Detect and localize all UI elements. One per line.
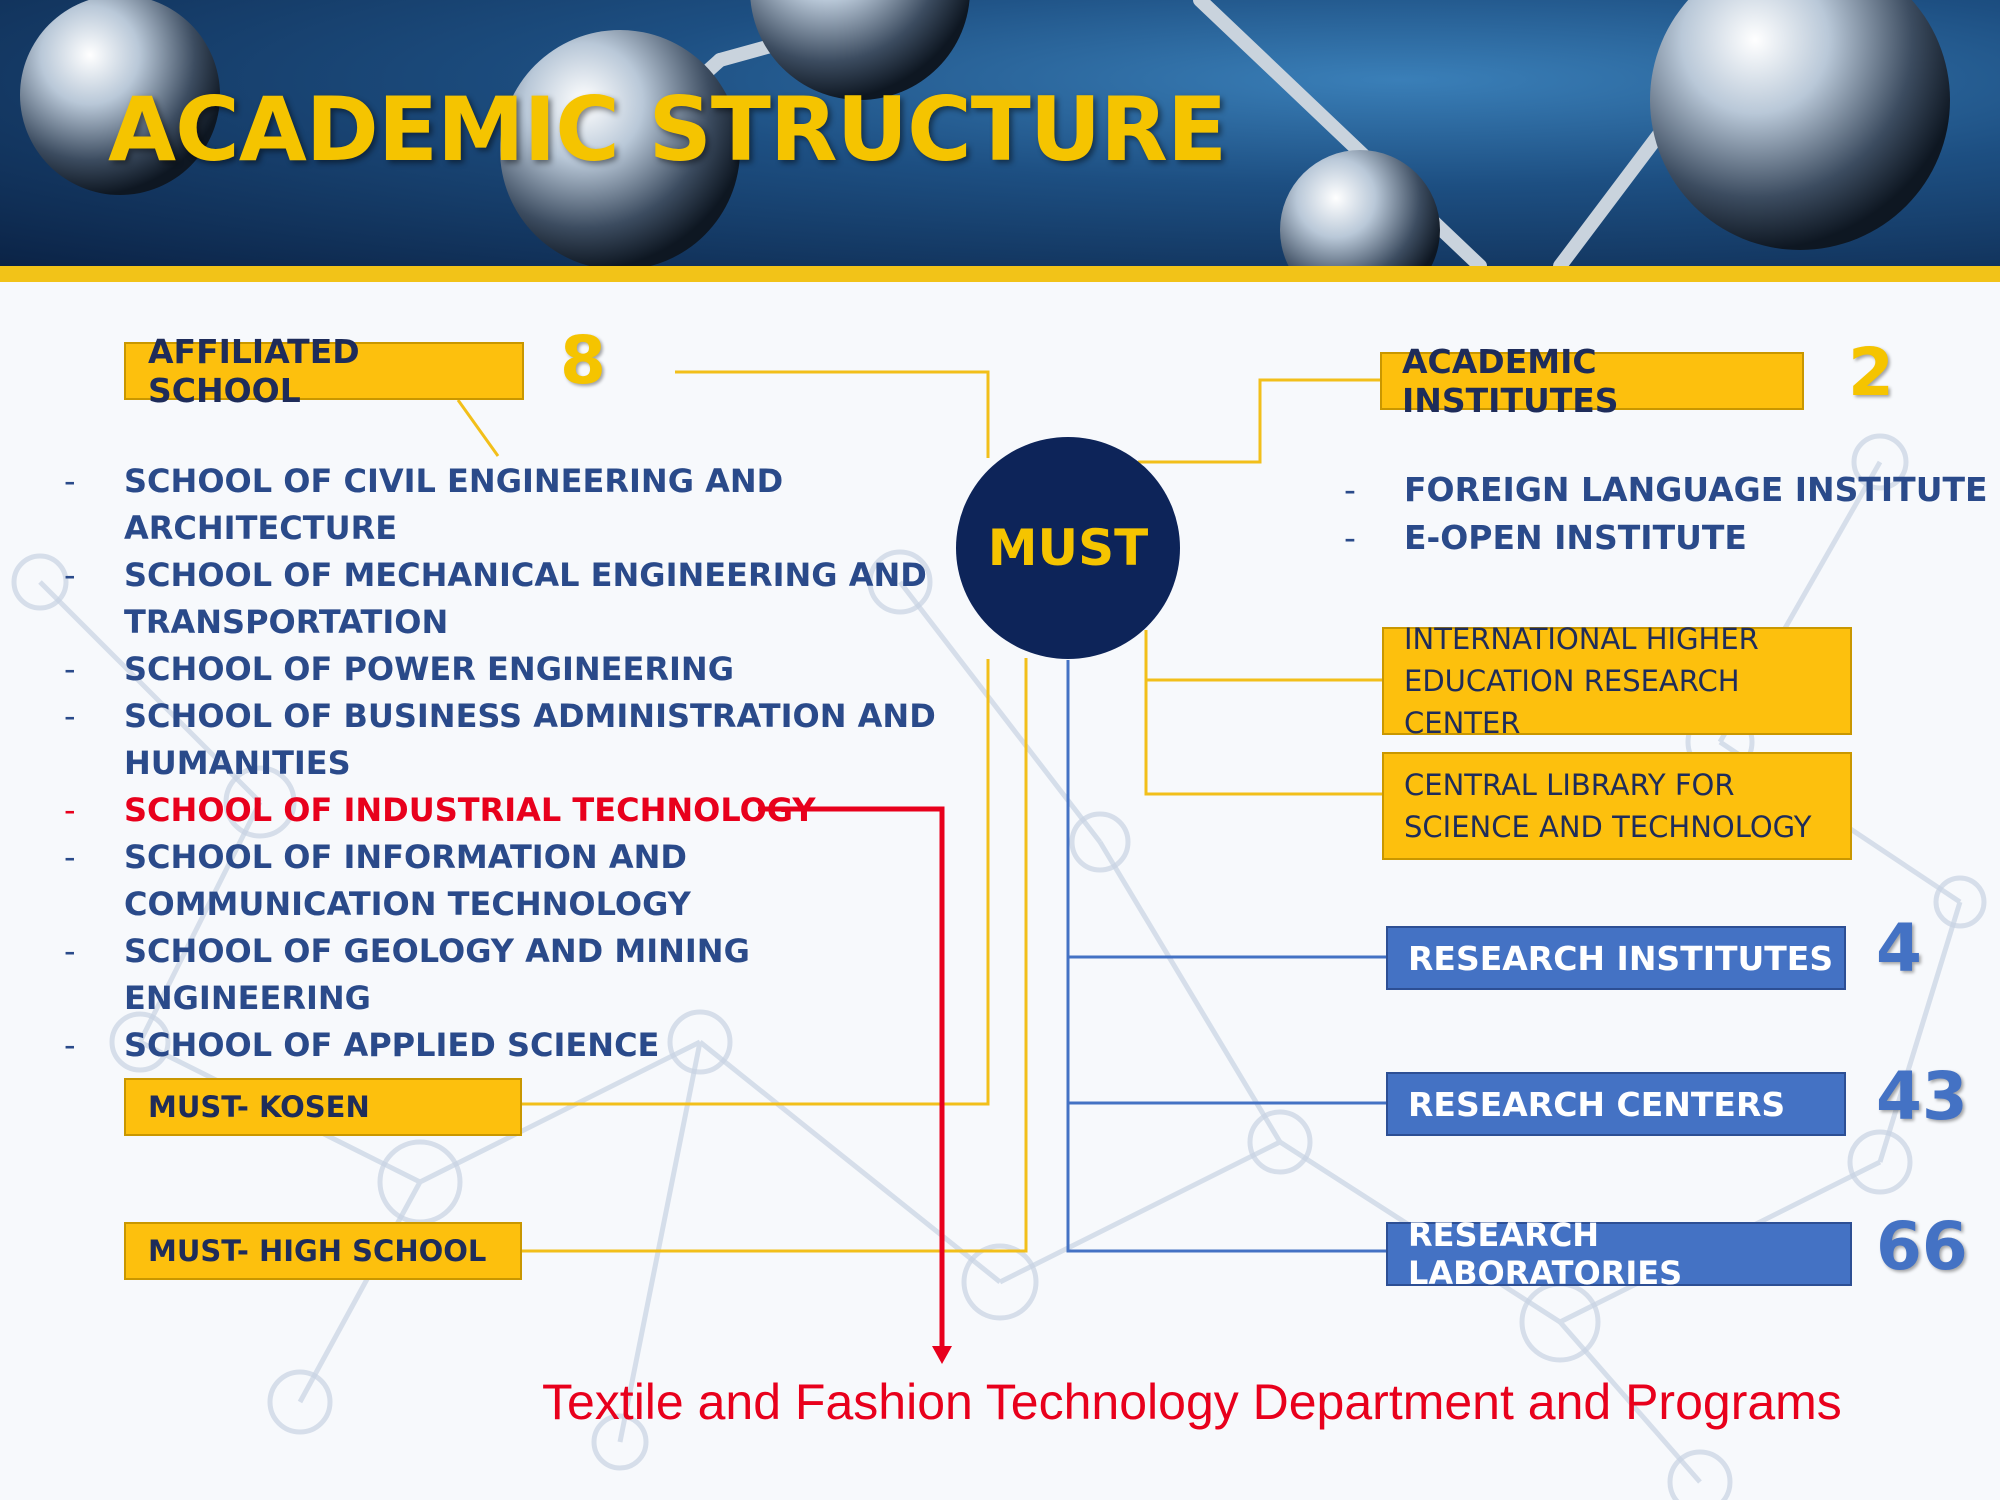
school-list-item <box>64 787 964 834</box>
academic-institutes-count: 2 <box>1848 334 1894 411</box>
list-bullet: - <box>1344 470 1356 509</box>
list-bullet: - <box>64 697 76 735</box>
research-laboratories-box <box>1386 1216 1852 1292</box>
school-list-item <box>64 928 964 1022</box>
must-label: MUST <box>987 519 1149 577</box>
academic-institutes-label: ACADEMIC INSTITUTES <box>1402 342 1619 420</box>
affiliated-connector <box>675 372 988 458</box>
list-item-label: SCHOOL OF POWER ENGINEERING <box>124 650 734 688</box>
must-high-school-box <box>124 1222 522 1280</box>
list-bullet: - <box>64 932 76 970</box>
highlight-arrowhead <box>932 1346 952 1364</box>
list-item-label: SCHOOL OF INFORMATION AND COMMUNICATION TECHNOLOGY <box>124 838 691 923</box>
affiliated-school-label: AFFILIATED SCHOOL <box>148 332 360 410</box>
list-bullet: - <box>64 650 76 688</box>
school-list-item <box>64 646 964 693</box>
must-kosen-label: MUST- KOSEN <box>148 1090 370 1124</box>
school-list-item <box>64 552 964 646</box>
research-institutes-box <box>1386 926 1846 990</box>
school-list-item <box>64 1022 964 1069</box>
institute-list-item <box>1344 514 1988 562</box>
research-centers-count: 43 <box>1876 1058 1968 1135</box>
list-bullet: - <box>1344 518 1356 557</box>
central-library-box <box>1382 752 1852 860</box>
affiliated-school-count: 8 <box>560 322 606 399</box>
research-laboratories-label: RESEARCH LABORATORIES <box>1408 1216 1683 1292</box>
school-list-item <box>64 693 964 787</box>
research-institutes-label: RESEARCH INSTITUTES <box>1408 938 1834 978</box>
institutes-list <box>1344 466 1988 562</box>
list-item-label: E-OPEN INSTITUTE <box>1404 518 1747 557</box>
list-item-label: SCHOOL OF BUSINESS ADMINISTRATION AND HUMANITIES <box>124 697 936 782</box>
schools-list <box>64 458 964 1069</box>
academic-institutes-box <box>1380 342 1804 420</box>
list-item-label: SCHOOL OF CIVIL ENGINEERING AND ARCHITECTURE <box>124 462 784 547</box>
list-bullet: - <box>64 462 76 500</box>
list-item-label: SCHOOL OF APPLIED SCIENCE <box>124 1026 660 1064</box>
institute-list-item <box>1344 466 1988 514</box>
research-institutes-count: 4 <box>1876 910 1922 987</box>
central-library-label: CENTRAL LIBRARY FOR SCIENCE AND TECHNOLOGY <box>1404 768 1812 844</box>
library-connector <box>1146 630 1382 794</box>
must-kosen-box <box>124 1078 522 1136</box>
research-centers-label: RESEARCH CENTERS <box>1408 1084 1786 1124</box>
list-bullet: - <box>64 556 76 594</box>
research-centers-box <box>1386 1072 1846 1136</box>
school-list-item <box>64 834 964 928</box>
footer-note: Textile and Fashion Technology Department and Programs <box>542 1374 1842 1430</box>
list-bullet: - <box>64 838 76 876</box>
intl-center-label: INTERNATIONAL HIGHER EDUCATION RESEARCH CENTER <box>1404 622 1759 740</box>
institutes-connector <box>1138 380 1380 462</box>
list-item-label: SCHOOL OF GEOLOGY AND MINING ENGINEERING <box>124 932 750 1017</box>
must-high-school-label: MUST- HIGH SCHOOL <box>148 1234 487 1268</box>
school-list-item <box>64 458 964 552</box>
intl-center-box <box>1382 622 1852 740</box>
list-bullet: - <box>64 791 76 829</box>
affiliated-school-box <box>124 332 524 410</box>
must-hub <box>956 437 1180 659</box>
list-bullet: - <box>64 1026 76 1064</box>
research-laboratories-count: 66 <box>1876 1208 1968 1285</box>
page-title: ACADEMIC STRUCTURE <box>108 78 1227 181</box>
list-item-label: SCHOOL OF INDUSTRIAL TECHNOLOGY <box>124 791 816 829</box>
list-item-label: FOREIGN LANGUAGE INSTITUTE <box>1404 470 1988 509</box>
list-item-label: SCHOOL OF MECHANICAL ENGINEERING AND TRANSPORTATION <box>124 556 927 641</box>
